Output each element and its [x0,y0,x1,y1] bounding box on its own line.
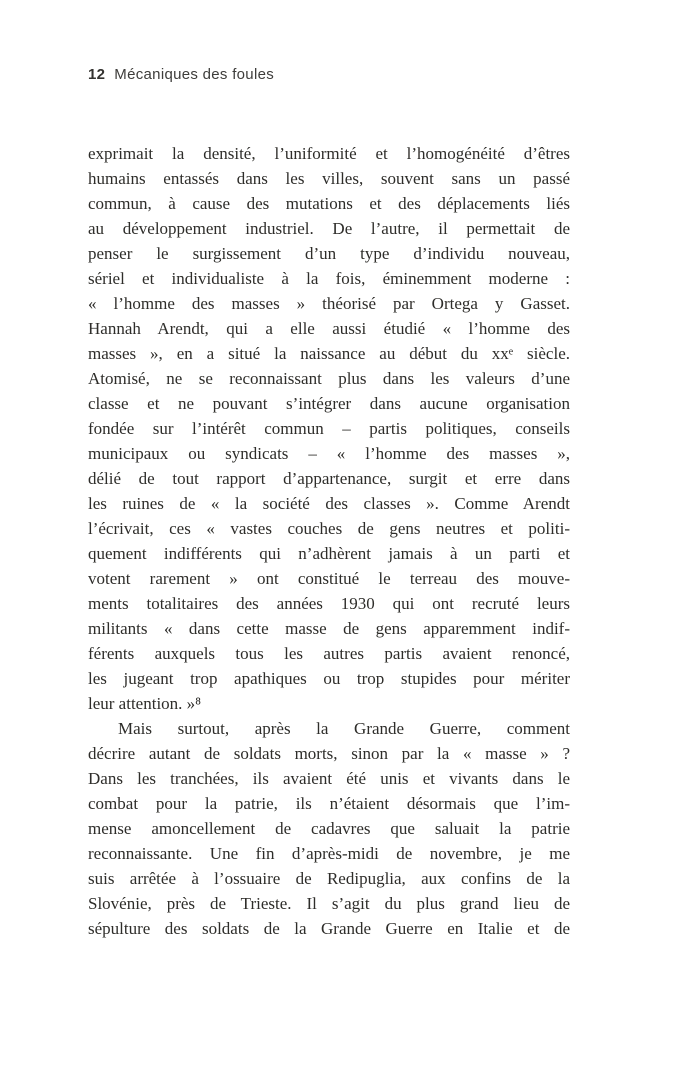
text-line: Mais surtout, après la Grande Guerre, comment [118,719,570,738]
text-line: Atomisé, ne se reconnaissant plus dans les valeurs d’une [88,369,570,388]
paragraph [88,716,570,941]
text-line: fondée sur l’intérêt commun – partis politiques, conseils [88,419,570,438]
text-line: suis arrêtée à l’ossuaire de Redipuglia, aux confins de la [88,869,570,888]
text-line: penser le surgissement d’un type d’individu nouveau, [88,244,570,263]
running-title: Mécaniques des foules [114,66,275,83]
text-line: classe et ne pouvant s’intégrer dans aucune organisation [88,394,570,413]
text-line: mense amoncellement de cadavres que saluait la patrie [88,819,570,838]
text-line: au développement industriel. De l’autre, il permettait de [88,219,570,238]
running-header [88,66,274,83]
text-line: quement indifférents qui n’adhèrent jamais à un parti et [88,544,570,563]
text-line: commun, à cause des mutations et des déplacements liés [88,194,570,213]
text-line: votent rarement » ont constitué le terreau des mouve- [88,569,570,588]
text-line: municipaux ou syndicats – « l’homme des masses », [88,444,570,463]
text-line: leur attention. »⁸ [88,694,202,713]
text-line: « l’homme des masses » théorisé par Ortega y Gasset. [88,294,570,313]
text-line: les ruines de « la société des classes ». Comme Arendt [88,494,570,513]
text-line: militants « dans cette masse de gens apparemment indif- [88,619,570,638]
text-line: l’écrivait, ces « vastes couches de gens neutres et politi- [88,519,570,538]
text-line: masses », en a situé la naissance au début du xxᵉ siècle. [88,344,570,363]
page-number: 12 [88,66,106,83]
page-body [88,141,570,941]
text-line: ments totalitaires des années 1930 qui ont recruté leurs [88,594,570,613]
text-line: exprimait la densité, l’uniformité et l’homogénéité d’êtres [88,144,570,163]
text-line: combat pour la patrie, ils n’étaient désormais que l’im- [88,794,570,813]
text-line: Slovénie, près de Trieste. Il s’agit du plus grand lieu de [88,894,570,913]
text-line: Hannah Arendt, qui a elle aussi étudié « l’homme des [88,319,570,338]
text-line: sériel et individualiste à la fois, éminemment moderne : [88,269,570,288]
text-line: décrire autant de soldats morts, sinon par la « masse » ? [88,744,570,763]
text-line: férents auxquels tous les autres partis avaient renoncé, [88,644,570,663]
text-line: reconnaissante. Une fin d’après-midi de novembre, je me [88,844,570,863]
text-line: sépulture des soldats de la Grande Guerre en Italie et de [88,919,570,938]
text-line: Dans les tranchées, ils avaient été unis et vivants dans le [88,769,570,788]
text-line: les jugeant trop apathiques ou trop stupides pour mériter [88,669,570,688]
text-line: délié de tout rapport d’appartenance, surgit et erre dans [88,469,570,488]
paragraph [88,141,570,716]
text-line: humains entassés dans les villes, souvent sans un passé [88,169,570,188]
